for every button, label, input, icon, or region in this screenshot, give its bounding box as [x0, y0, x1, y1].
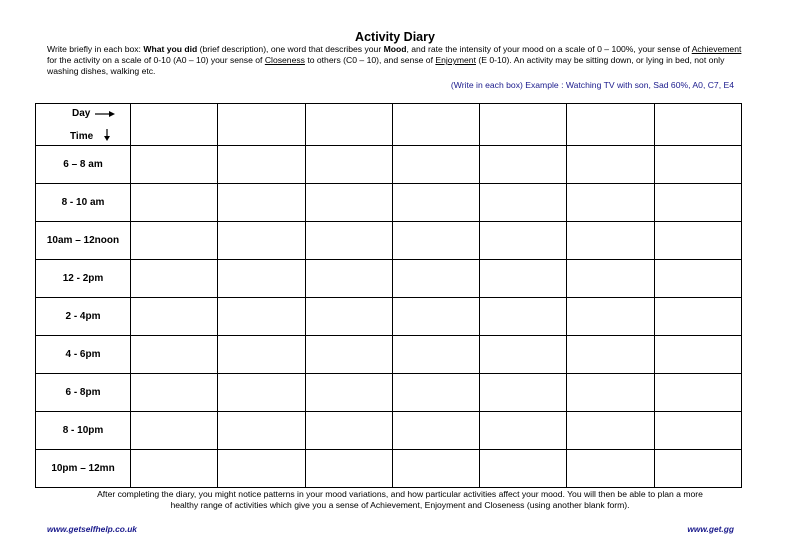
- time-slot-label: 10am – 12noon: [36, 222, 131, 260]
- intro-closeness: Closeness: [264, 55, 305, 66]
- day-time-header-cell: [36, 104, 131, 146]
- activity-entry-cell[interactable]: [654, 146, 741, 184]
- activity-entry-cell[interactable]: [305, 412, 392, 450]
- activity-entry-cell[interactable]: [654, 374, 741, 412]
- activity-entry-cell[interactable]: [567, 450, 654, 488]
- day-entry-cell[interactable]: [392, 104, 479, 146]
- activity-entry-cell[interactable]: [392, 298, 479, 336]
- activity-entry-cell[interactable]: [480, 298, 567, 336]
- activity-entry-cell[interactable]: [305, 260, 392, 298]
- table-row: [36, 222, 742, 260]
- activity-entry-cell[interactable]: [218, 336, 305, 374]
- activity-entry-cell[interactable]: [218, 184, 305, 222]
- activity-entry-cell[interactable]: [392, 412, 479, 450]
- website-link-right[interactable]: www.get.gg: [687, 524, 734, 534]
- activity-entry-cell[interactable]: [567, 260, 654, 298]
- time-slot-label: 12 - 2pm: [36, 260, 131, 298]
- day-entry-cell[interactable]: [480, 104, 567, 146]
- activity-entry-cell[interactable]: [131, 412, 218, 450]
- table-row: [36, 412, 742, 450]
- activity-entry-cell[interactable]: [305, 222, 392, 260]
- activity-entry-cell[interactable]: [480, 184, 567, 222]
- website-link-left[interactable]: www.getselfhelp.co.uk: [47, 524, 137, 534]
- activity-entry-cell[interactable]: [567, 336, 654, 374]
- activity-entry-cell[interactable]: [131, 450, 218, 488]
- activity-entry-cell[interactable]: [218, 450, 305, 488]
- day-entry-cell[interactable]: [305, 104, 392, 146]
- table-row: [36, 336, 742, 374]
- activity-entry-cell[interactable]: [392, 146, 479, 184]
- table-row: [36, 450, 742, 488]
- time-slot-label: 6 - 8pm: [36, 374, 131, 412]
- time-slot-label: 2 - 4pm: [36, 298, 131, 336]
- day-entry-cell[interactable]: [567, 104, 654, 146]
- activity-entry-cell[interactable]: [392, 184, 479, 222]
- intro-enjoyment: Enjoyment: [435, 55, 476, 66]
- activity-entry-cell[interactable]: [131, 222, 218, 260]
- activity-entry-cell[interactable]: [305, 336, 392, 374]
- activity-entry-cell[interactable]: [218, 260, 305, 298]
- activity-entry-cell[interactable]: [305, 450, 392, 488]
- activity-entry-cell[interactable]: [392, 222, 479, 260]
- header-row: [36, 104, 742, 146]
- activity-entry-cell[interactable]: [218, 374, 305, 412]
- activity-entry-cell[interactable]: [567, 374, 654, 412]
- table-row: [36, 146, 742, 184]
- page-title: Activity Diary: [355, 30, 435, 44]
- activity-entry-cell[interactable]: [654, 450, 741, 488]
- activity-entry-cell[interactable]: [131, 146, 218, 184]
- activity-diary-table: [35, 103, 742, 488]
- activity-entry-cell[interactable]: [654, 184, 741, 222]
- day-label: Day: [72, 108, 91, 119]
- activity-entry-cell[interactable]: [567, 298, 654, 336]
- activity-entry-cell[interactable]: [305, 298, 392, 336]
- activity-entry-cell[interactable]: [392, 450, 479, 488]
- time-slot-label: 10pm – 12mn: [36, 450, 131, 488]
- activity-entry-cell[interactable]: [480, 336, 567, 374]
- intro-text: to others (C0 – 10), and sense of: [304, 55, 436, 66]
- activity-entry-cell[interactable]: [131, 374, 218, 412]
- activity-entry-cell[interactable]: [218, 222, 305, 260]
- day-entry-cell[interactable]: [218, 104, 305, 146]
- activity-entry-cell[interactable]: [567, 222, 654, 260]
- arrow-right-icon: [95, 110, 115, 118]
- table-row: [36, 184, 742, 222]
- activity-entry-cell[interactable]: [131, 184, 218, 222]
- day-entry-cell[interactable]: [654, 104, 741, 146]
- activity-entry-cell[interactable]: [654, 412, 741, 450]
- activity-entry-cell[interactable]: [480, 450, 567, 488]
- time-slot-label: 4 - 6pm: [36, 336, 131, 374]
- intro-text: for the activity on a scale of 0-10 (A0 – 10) your sense of: [47, 55, 265, 66]
- time-label: Time: [70, 131, 94, 142]
- activity-entry-cell[interactable]: [567, 184, 654, 222]
- activity-entry-cell[interactable]: [480, 374, 567, 412]
- activity-entry-cell[interactable]: [654, 298, 741, 336]
- activity-entry-cell[interactable]: [392, 260, 479, 298]
- intro-text: , and rate the intensity of your mood on a scale of 0 – 100%, your sense of: [406, 44, 692, 54]
- intro-text: (brief description), one word that describes your: [197, 44, 384, 54]
- time-slot-label: 6 – 8 am: [36, 146, 131, 184]
- intro-what-you-did: What you did: [143, 44, 198, 54]
- intro-text: (E 0-10). An activity may be sitting down, or lying in bed, not only washing dishes, walking etc.: [47, 55, 725, 77]
- instructions: [47, 44, 743, 78]
- activity-entry-cell[interactable]: [480, 260, 567, 298]
- activity-entry-cell[interactable]: [654, 336, 741, 374]
- table-row: [36, 298, 742, 336]
- activity-entry-cell[interactable]: [131, 298, 218, 336]
- activity-entry-cell[interactable]: [392, 374, 479, 412]
- intro-mood: Mood: [383, 44, 407, 54]
- activity-entry-cell[interactable]: [131, 336, 218, 374]
- table-row: [36, 374, 742, 412]
- time-slot-label: 8 - 10 am: [36, 184, 131, 222]
- arrow-down-icon: [103, 129, 111, 141]
- activity-entry-cell[interactable]: [480, 412, 567, 450]
- intro-text: Write briefly in each box:: [47, 44, 144, 54]
- activity-entry-cell[interactable]: [654, 260, 741, 298]
- activity-entry-cell[interactable]: [480, 146, 567, 184]
- activity-entry-cell[interactable]: [131, 260, 218, 298]
- activity-entry-cell[interactable]: [305, 184, 392, 222]
- activity-entry-cell[interactable]: [305, 146, 392, 184]
- time-slot-label: 8 - 10pm: [36, 412, 131, 450]
- activity-entry-cell[interactable]: [654, 222, 741, 260]
- activity-entry-cell[interactable]: [480, 222, 567, 260]
- day-entry-cell[interactable]: [131, 104, 218, 146]
- activity-entry-cell[interactable]: [567, 146, 654, 184]
- activity-entry-cell[interactable]: [567, 412, 654, 450]
- activity-entry-cell[interactable]: [218, 412, 305, 450]
- footer-note: After completing the diary, you might notice patterns in your mood variations, and how particular activities affect your mood. You will then be able to plan a more healthy range of activities which give you a sense of Achievement, Enjoyment and Closeness (using another blank form).: [97, 489, 703, 511]
- activity-entry-cell[interactable]: [218, 298, 305, 336]
- table-row: [36, 260, 742, 298]
- activity-entry-cell[interactable]: [305, 374, 392, 412]
- activity-entry-cell[interactable]: [218, 146, 305, 184]
- activity-entry-cell[interactable]: [392, 336, 479, 374]
- intro-achievement: Achievement: [691, 44, 742, 54]
- example-text: (Write in each box) Example : Watching TV with son, Sad 60%, A0, C7, E4: [450, 80, 734, 90]
